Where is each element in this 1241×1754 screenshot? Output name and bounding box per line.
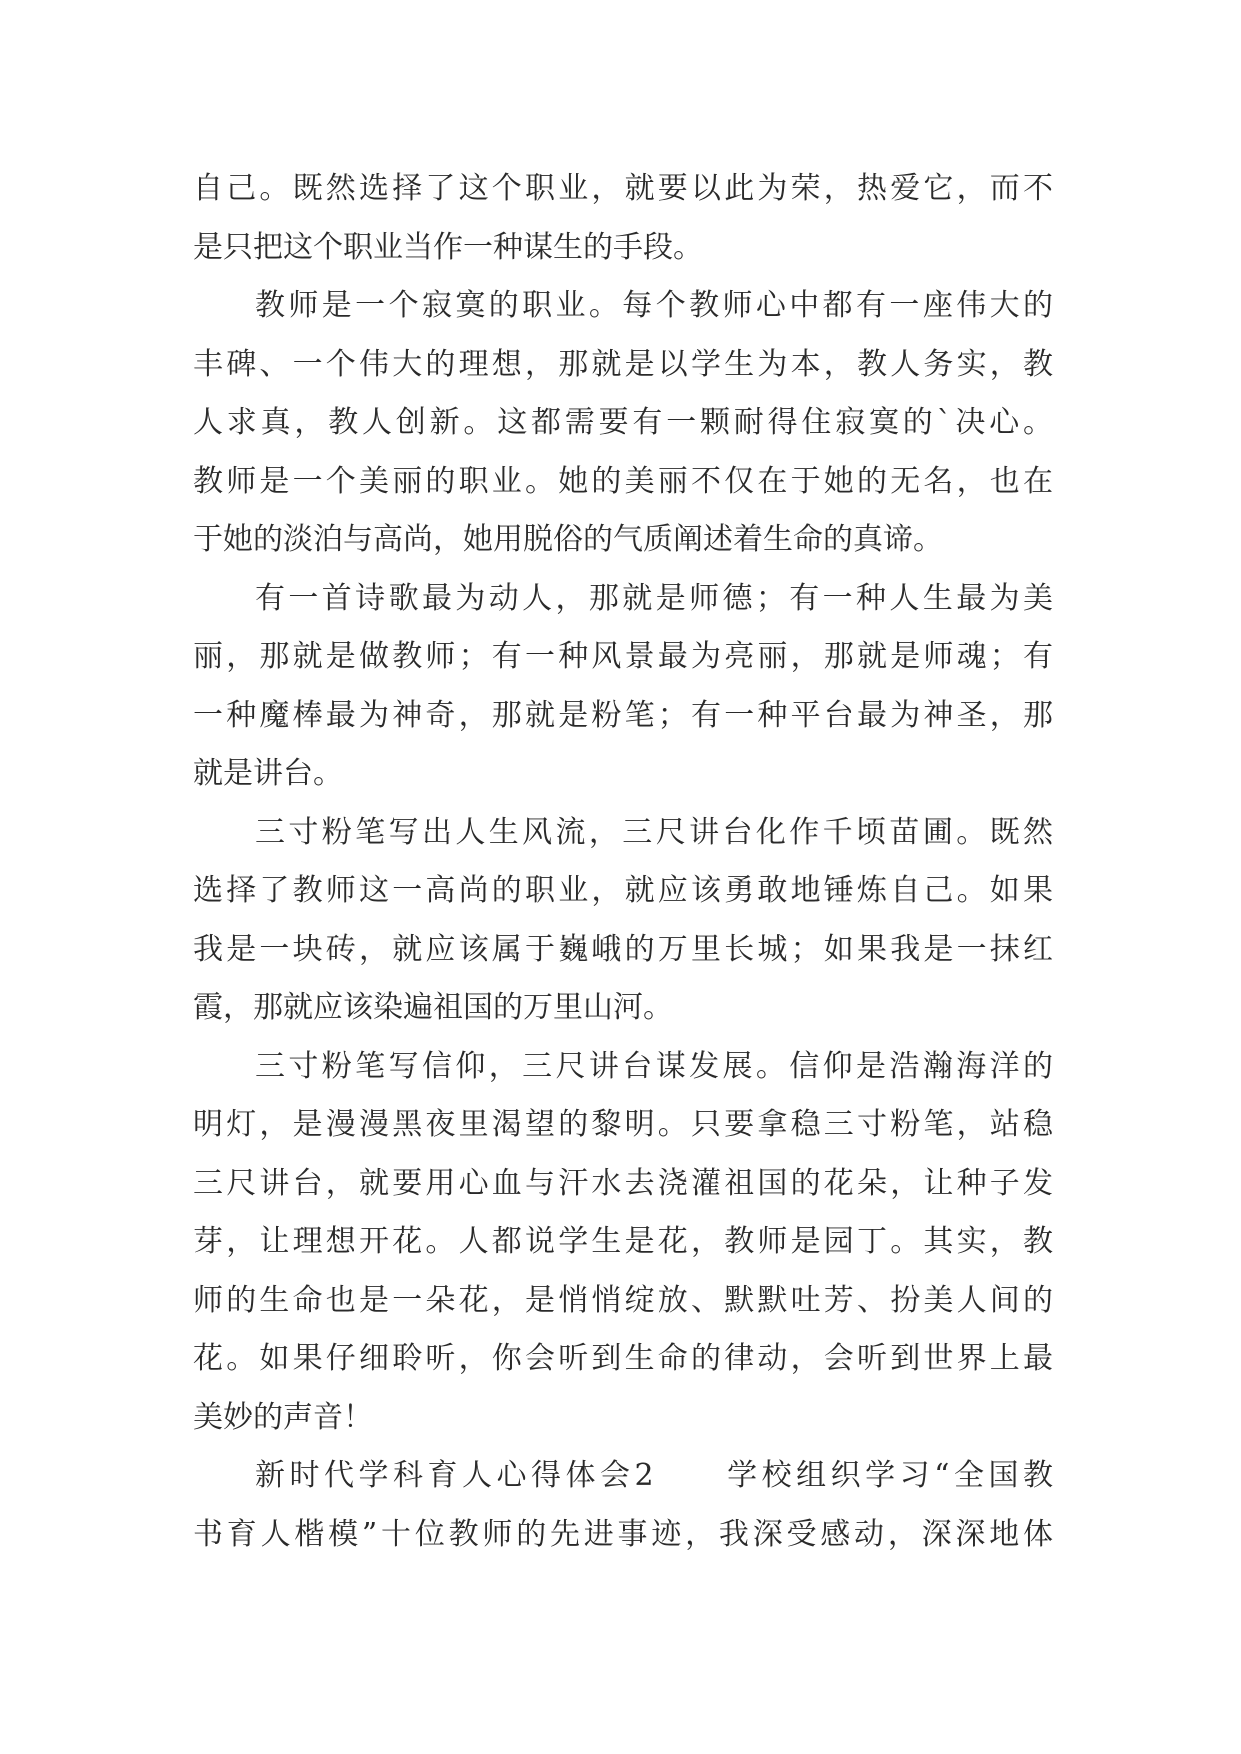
text-line: 三寸粉笔写出人生风流，三尺讲台化作千顷苗圃。既然	[255, 814, 1053, 850]
text-line: 我是一块砖，就应该属于巍峨的万里长城；如果我是一抹红	[193, 931, 1053, 967]
text-line: 于她的淡泊与高尚，她用脱俗的气质阐述着生命的真谛。	[193, 522, 943, 557]
text-line: 就是讲台。	[193, 756, 343, 791]
text-line: 是只把这个职业当作一种谋生的手段。	[193, 229, 703, 265]
text-line: 丰碑、一个伟大的理想，那就是以学生为本，教人务实，教	[193, 346, 1053, 382]
text-line: 选择了教师这一高尚的职业，就应该勇敢地锤炼自己。如果	[193, 873, 1053, 908]
text-line: 花。如果仔细聆听，你会听到生命的律动，会听到世界上最	[193, 1341, 1053, 1376]
text-line: 师的生命也是一朵花，是悄悄绽放、默默吐芳、扮美人间的	[193, 1282, 1053, 1318]
text-line: 芽，让理想开花。人都说学生是花，教师是园丁。其实，教	[193, 1224, 1053, 1259]
text-line: 明灯，是漫漫黑夜里渴望的黎明。只要拿稳三寸粉笔，站稳	[193, 1107, 1053, 1142]
text-line: 自己。既然选择了这个职业，就要以此为荣，热爱它，而不	[193, 171, 1053, 206]
text-line: 新时代学科育人心得体会2 学校组织学习“全国教	[255, 1458, 1053, 1493]
text-line: 三尺讲台，就要用心血与汗水去浇灌祖国的花朵，让种子发	[193, 1165, 1053, 1201]
text-line: 美妙的声音！	[193, 1399, 373, 1435]
text-line: 人求真，教人创新。这都需要有一颗耐得住寂寞的`决心。	[193, 405, 1053, 440]
document-body	[193, 160, 1053, 1564]
text-line: 霞，那就应该染遍祖国的万里山河。	[193, 990, 673, 1025]
text-line: 教师是一个美丽的职业。她的美丽不仅在于她的无名，也在	[193, 463, 1053, 499]
text-line: 一种魔棒最为神奇，那就是粉笔；有一种平台最为神圣，那	[193, 697, 1053, 733]
text-line: 有一首诗歌最为动人，那就是师德；有一种人生最为美	[255, 580, 1053, 616]
text-line: 丽，那就是做教师；有一种风景最为亮丽，那就是师魂；有	[193, 639, 1053, 674]
text-line: 三寸粉笔写信仰，三尺讲台谋发展。信仰是浩瀚海洋的	[255, 1048, 1053, 1084]
text-line: 教师是一个寂寞的职业。每个教师心中都有一座伟大的	[255, 288, 1053, 323]
text-line: 书育人楷模”十位教师的先进事迹，我深受感动，深深地体	[193, 1516, 1053, 1552]
